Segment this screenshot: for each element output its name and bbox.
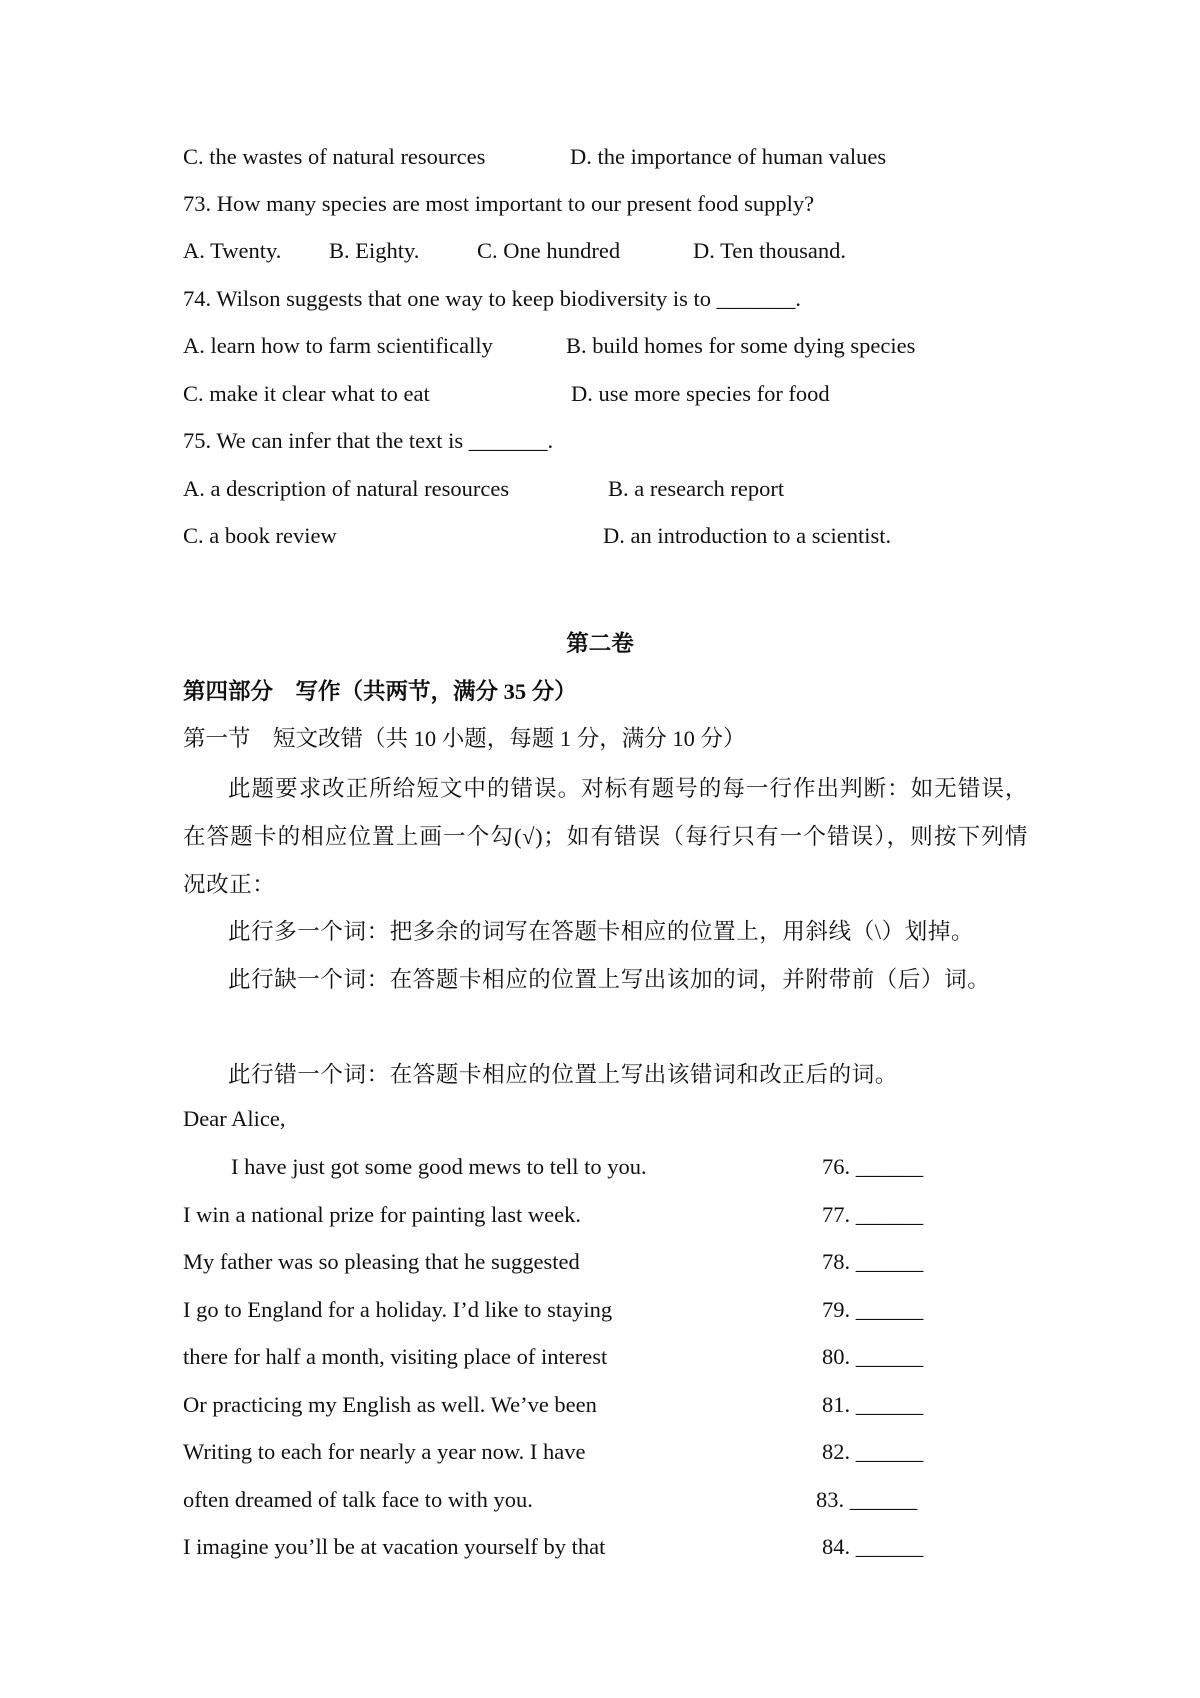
answer-blank-79: 79. ______	[822, 1297, 924, 1322]
passage-line: I go to England for a holiday. I’d like to staying	[183, 1297, 613, 1322]
subsection-title: 第一节 短文改错（共 10 小题，每题 1 分，满分 10 分）	[183, 726, 746, 751]
answer-blank-84: 84. ______	[822, 1534, 924, 1559]
q74-stem: 74. Wilson suggests that one way to keep biodiversity is to _______.	[183, 286, 802, 311]
answer-blank-77: 77. ______	[822, 1202, 924, 1227]
passage-line: My father was so pleasing that he suggested	[183, 1249, 580, 1274]
passage-line: often dreamed of talk face to with you.	[183, 1487, 533, 1512]
q75-option-d: D. an introduction to a scientist.	[603, 523, 892, 548]
q75-option-c: C. a book review	[183, 523, 337, 548]
answer-blank-81: 81. ______	[822, 1392, 924, 1417]
passage-line: Writing to each for nearly a year now. I have	[183, 1439, 586, 1464]
q72-option-d: D. the importance of human values	[570, 144, 887, 169]
instruction-main: 此题要求改正所给短文中的错误。对标有题号的每一行作出判断：如无错误，在答题卡的相应位置上画一个勾(√)；如有错误（每行只有一个错误），则按下列情况改正：	[183, 776, 1028, 897]
volume-title: 第二卷	[566, 631, 634, 656]
q75-option-a: A. a description of natural resources	[183, 476, 510, 501]
passage-line: I win a national prize for painting last week.	[183, 1202, 581, 1227]
instruction-wrong-word: 此行错一个词：在答题卡相应的位置上写出该错词和改正后的词。	[228, 1062, 898, 1087]
answer-blank-83: 83. ______	[816, 1487, 918, 1512]
q74-option-b: B. build homes for some dying species	[566, 333, 916, 358]
q74-option-a: A. learn how to farm scientifically	[183, 333, 493, 358]
passage-salutation: Dear Alice,	[183, 1106, 286, 1131]
instruction-missing-word: 此行缺一个词：在答题卡相应的位置上写出该加的词，并附带前（后）词。	[228, 967, 991, 992]
q73-stem: 73. How many species are most important to our present food supply?	[183, 191, 815, 216]
q74-option-c: C. make it clear what to eat	[183, 381, 430, 406]
q73-option-c: C. One hundred	[477, 238, 621, 263]
q75-stem: 75. We can infer that the text is _______.	[183, 428, 554, 453]
answer-blank-80: 80. ______	[822, 1344, 924, 1369]
q73-option-b: B. Eighty.	[329, 238, 420, 263]
part-title: 第四部分 写作（共两节，满分 35 分）	[183, 679, 577, 704]
q73-option-a: A. Twenty.	[183, 238, 282, 263]
answer-blank-78: 78. ______	[822, 1249, 924, 1274]
instruction-extra-word: 此行多一个词：把多余的词写在答题卡相应的位置上，用斜线（\）划掉。	[228, 919, 975, 944]
q74-option-d: D. use more species for food	[571, 381, 830, 406]
q75-option-b: B. a research report	[608, 476, 785, 501]
passage-line: I imagine you’ll be at vacation yourself by that	[183, 1534, 606, 1559]
answer-blank-76: 76. ______	[822, 1154, 924, 1179]
passage-line: I have just got some good mews to tell to you.	[231, 1154, 647, 1179]
answer-blank-82: 82. ______	[822, 1439, 924, 1464]
q73-option-d: D. Ten thousand.	[693, 238, 846, 263]
passage-line: there for half a month, visiting place of interest	[183, 1344, 608, 1369]
q72-option-c: C. the wastes of natural resources	[183, 144, 486, 169]
passage-line: Or practicing my English as well. We’ve been	[183, 1392, 597, 1417]
